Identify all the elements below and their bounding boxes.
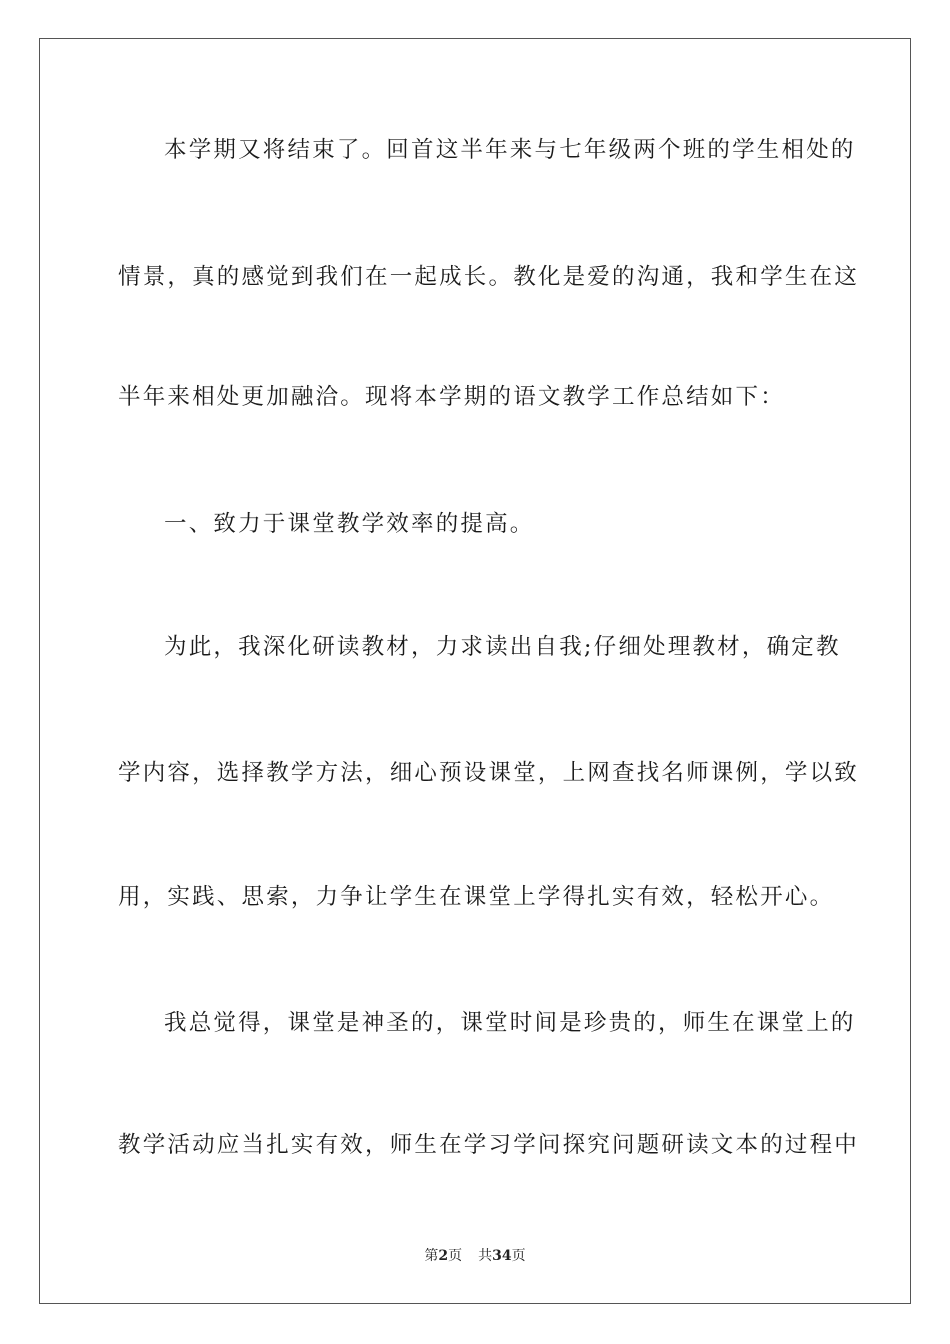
total-prefix: 共 xyxy=(478,1248,493,1264)
page-border xyxy=(39,38,911,1304)
paragraph-line: 我总觉得，课堂是神圣的，课堂时间是珍贵的，师生在课堂上的 xyxy=(164,1010,856,1036)
paragraph-line: 学内容，选择教学方法，细心预设课堂，上网查找名师课例，学以致 xyxy=(118,760,860,786)
paragraph-line: 情景，真的感觉到我们在一起成长。教化是爱的沟通，我和学生在这 xyxy=(118,264,860,290)
page-number: 2 xyxy=(438,1248,449,1264)
paragraph-line: 用，实践、思索，力争让学生在课堂上学得扎实有效，轻松开心。 xyxy=(118,884,835,910)
section-heading: 一、致力于课堂教学效率的提高。 xyxy=(164,511,535,537)
paragraph-line: 为此，我深化研读教材，力求读出自我;仔细处理教材，确定教 xyxy=(164,634,841,660)
page-footer xyxy=(0,1246,950,1266)
paragraph-line: 半年来相处更加融洽。现将本学期的语文教学工作总结如下： xyxy=(118,384,785,410)
total-pages: 34 xyxy=(492,1248,512,1264)
paragraph-line: 教学活动应当扎实有效，师生在学习学问探究问题研读文本的过程中 xyxy=(118,1132,860,1158)
paragraph-line: 本学期又将结束了。回首这半年来与七年级两个班的学生相处的 xyxy=(164,137,856,163)
page-prefix: 第 xyxy=(424,1248,439,1264)
total-suffix: 页 xyxy=(511,1248,526,1264)
page-suffix: 页 xyxy=(448,1248,463,1264)
